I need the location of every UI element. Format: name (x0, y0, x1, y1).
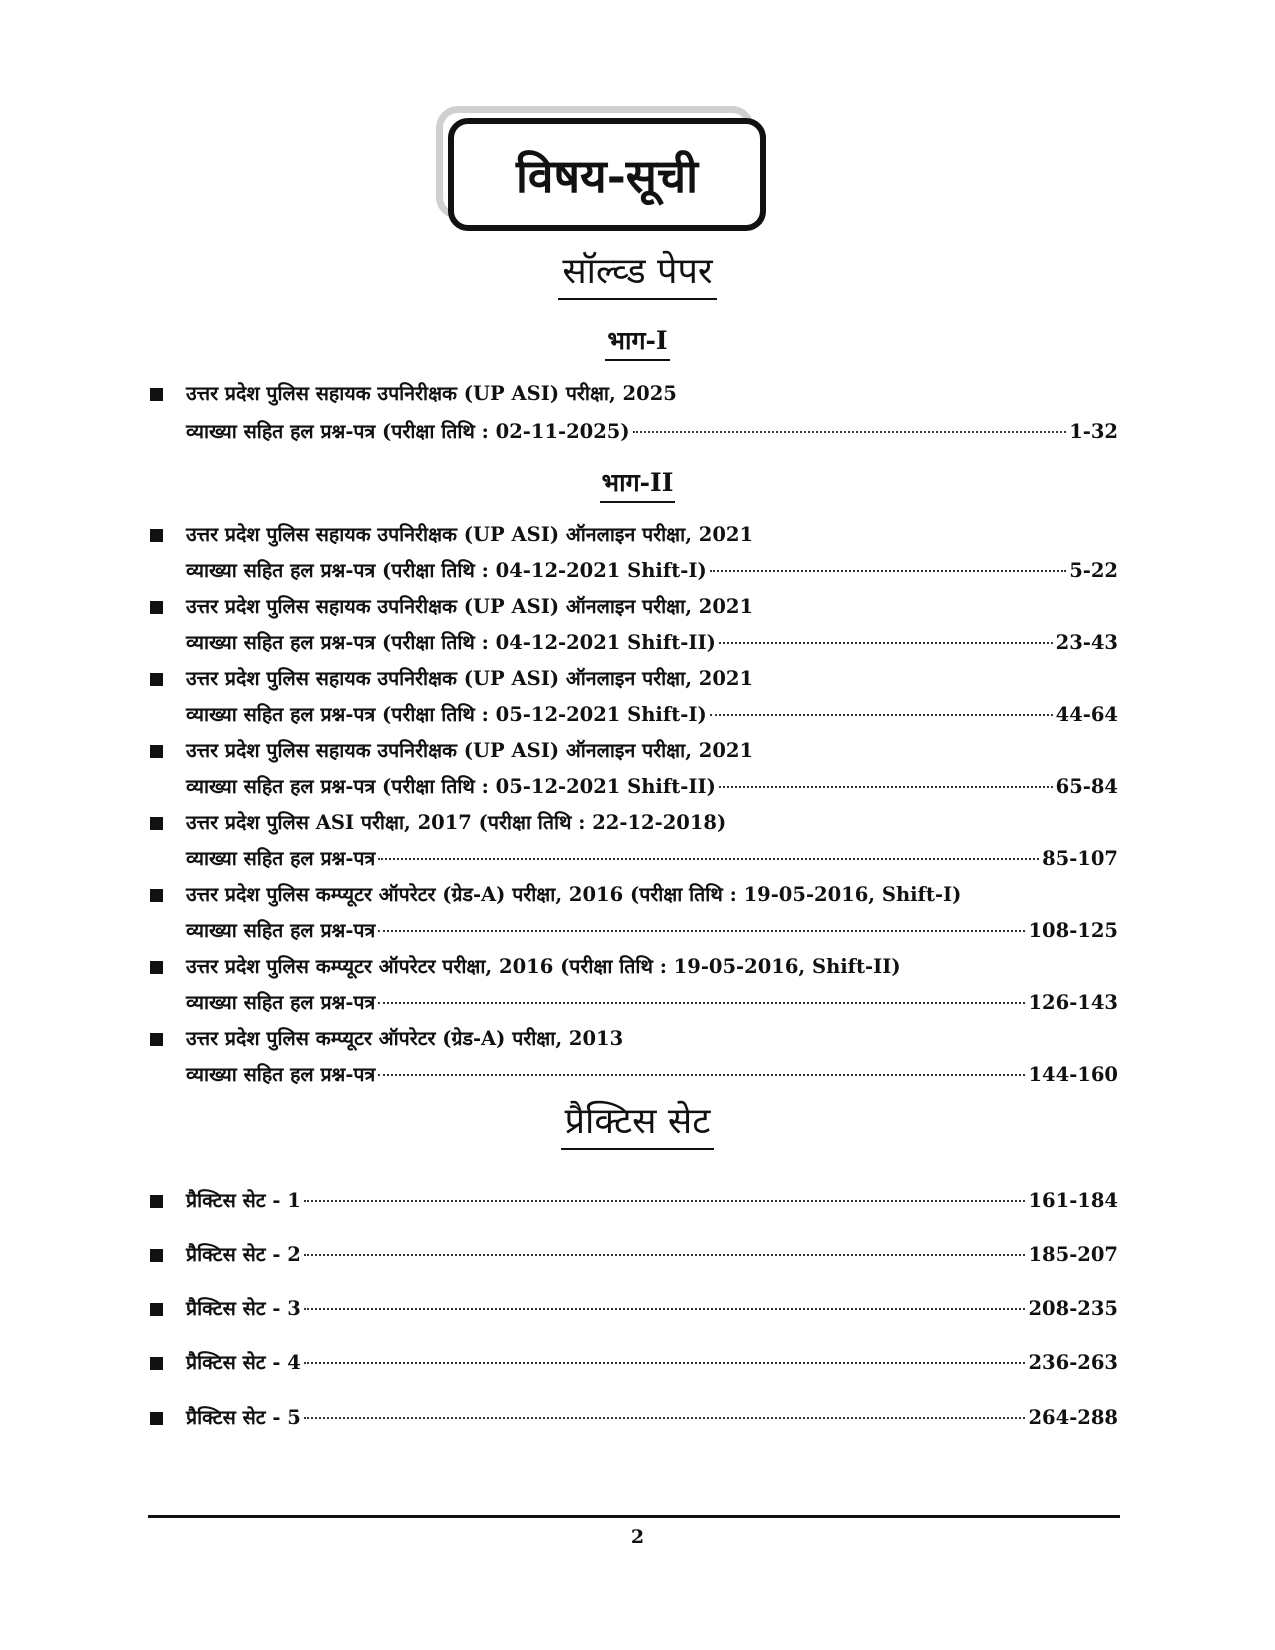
leader-dots (378, 1074, 1025, 1076)
practice-set-entry[interactable] (150, 1187, 1118, 1215)
toc-entry-title: उत्तर प्रदेश पुलिस कम्प्यूटर ऑपरेटर (ग्रेड-A) परीक्षा, 2013 (186, 1027, 624, 1050)
leader-dots (304, 1200, 1026, 1202)
toc-entry-pages: 144-160 (1028, 1063, 1118, 1086)
leader-dots (378, 930, 1025, 932)
toc-entry-pages: 1-32 (1069, 420, 1118, 443)
toc-entry-title: उत्तर प्रदेश पुलिस सहायक उपनिरीक्षक (UP ASI) ऑनलाइन परीक्षा, 2021 (186, 523, 754, 546)
part-1-heading (0, 325, 1275, 361)
toc-entry-pages: 5-22 (1069, 559, 1118, 582)
bullet-square-icon (150, 388, 163, 401)
practice-set-row (186, 1404, 1118, 1432)
toc-entry-subtitle: व्याख्या सहित हल प्रश्न-पत्र (परीक्षा तिथि : 04-12-2021 Shift-I) (186, 559, 707, 582)
toc-entry-title: उत्तर प्रदेश पुलिस सहायक उपनिरीक्षक (UP ASI) परीक्षा, 2025 (186, 382, 677, 405)
page-number: 2 (630, 1526, 645, 1548)
toc-entry-pages: 65-84 (1055, 775, 1118, 798)
toc-entry-pages: 23-43 (1055, 631, 1118, 654)
page-title: विषय-सूची (448, 118, 766, 231)
solved-paper-heading (0, 250, 1275, 300)
practice-set-heading-text: प्रैक्टिस सेट (561, 1100, 715, 1150)
bullet-square-icon (150, 1412, 163, 1425)
leader-dots (710, 570, 1067, 572)
leader-dots (378, 1002, 1025, 1004)
leader-dots (304, 1308, 1026, 1310)
toc-entry-subtitle: व्याख्या सहित हल प्रश्न-पत्र (186, 919, 376, 942)
bullet-square-icon (150, 673, 163, 686)
toc-entry-subtitle-row (186, 557, 1118, 585)
toc-entry-subtitle-row (186, 1061, 1118, 1089)
practice-set-pages: 185-207 (1028, 1243, 1118, 1266)
bullet-square-icon (150, 961, 163, 974)
practice-set-entry[interactable] (150, 1349, 1118, 1377)
leader-dots (304, 1362, 1026, 1364)
footer-divider (148, 1515, 1120, 1518)
part-1-heading-text: भाग-I (605, 325, 669, 361)
solved-paper-heading-text: सॉल्व्ड पेपर (558, 250, 716, 300)
leader-dots (719, 786, 1053, 788)
toc-entry-subtitle: व्याख्या सहित हल प्रश्न-पत्र (परीक्षा तिथि : 05-12-2021 Shift-I) (186, 703, 707, 726)
title-box (448, 118, 766, 231)
toc-entry-pages: 108-125 (1028, 919, 1118, 942)
practice-set-pages: 208-235 (1028, 1297, 1118, 1320)
bullet-square-icon (150, 601, 163, 614)
practice-set-label: प्रैक्टिस सेट - 1 (186, 1189, 301, 1212)
toc-entry-title: उत्तर प्रदेश पुलिस कम्प्यूटर ऑपरेटर परीक्षा, 2016 (परीक्षा तिथि : 19-05-2016, Shift-II) (186, 955, 901, 978)
practice-set-label: प्रैक्टिस सेट - 4 (186, 1351, 301, 1374)
leader-dots (633, 431, 1067, 433)
bullet-square-icon (150, 1249, 163, 1262)
toc-entry-title: उत्तर प्रदेश पुलिस सहायक उपनिरीक्षक (UP ASI) ऑनलाइन परीक्षा, 2021 (186, 739, 754, 762)
bullet-square-icon (150, 529, 163, 542)
bullet-square-icon (150, 1195, 163, 1208)
practice-set-pages: 264-288 (1028, 1406, 1118, 1429)
toc-entry-subtitle-row (186, 989, 1118, 1017)
practice-set-entry[interactable] (150, 1404, 1118, 1432)
toc-entry-pages: 44-64 (1055, 703, 1118, 726)
bullet-square-icon (150, 817, 163, 830)
toc-entry-subtitle-row (186, 701, 1118, 729)
practice-set-row (186, 1295, 1118, 1323)
leader-dots (710, 714, 1053, 716)
toc-entry-subtitle: व्याख्या सहित हल प्रश्न-पत्र (परीक्षा तिथि : 04-12-2021 Shift-II) (186, 631, 716, 654)
toc-entry-subtitle: व्याख्या सहित हल प्रश्न-पत्र (परीक्षा तिथि : 02-11-2025) (186, 420, 630, 443)
bullet-square-icon (150, 745, 163, 758)
bullet-square-icon (150, 1303, 163, 1316)
leader-dots (304, 1254, 1026, 1256)
part-2-heading-text: भाग-II (600, 467, 676, 503)
toc-entry-subtitle-row (186, 917, 1118, 945)
practice-set-label: प्रैक्टिस सेट - 3 (186, 1297, 301, 1320)
toc-entry-subtitle-row (186, 773, 1118, 801)
practice-set-row (186, 1241, 1118, 1269)
toc-entry-title: उत्तर प्रदेश पुलिस सहायक उपनिरीक्षक (UP ASI) ऑनलाइन परीक्षा, 2021 (186, 667, 754, 690)
toc-entry-subtitle: व्याख्या सहित हल प्रश्न-पत्र (186, 1063, 376, 1086)
toc-entry-subtitle-row (186, 418, 1118, 446)
practice-set-entry[interactable] (150, 1241, 1118, 1269)
toc-entry-subtitle-row (186, 845, 1118, 873)
practice-set-pages: 161-184 (1028, 1189, 1118, 1212)
toc-entry-subtitle: व्याख्या सहित हल प्रश्न-पत्र (186, 991, 376, 1014)
part-2-heading (0, 467, 1275, 503)
toc-entry-subtitle: व्याख्या सहित हल प्रश्न-पत्र (परीक्षा तिथि : 05-12-2021 Shift-II) (186, 775, 716, 798)
toc-entry-title: उत्तर प्रदेश पुलिस कम्प्यूटर ऑपरेटर (ग्रेड-A) परीक्षा, 2016 (परीक्षा तिथि : 19-05-2016, Shift-I) (186, 883, 962, 906)
leader-dots (304, 1417, 1026, 1419)
practice-set-row (186, 1349, 1118, 1377)
leader-dots (378, 858, 1039, 860)
toc-entry-title: उत्तर प्रदेश पुलिस ASI परीक्षा, 2017 (परीक्षा तिथि : 22-12-2018) (186, 811, 727, 834)
toc-entry-pages: 126-143 (1028, 991, 1118, 1014)
toc-entry-pages: 85-107 (1042, 847, 1118, 870)
practice-set-label: प्रैक्टिस सेट - 5 (186, 1406, 301, 1429)
leader-dots (719, 642, 1053, 644)
practice-set-pages: 236-263 (1028, 1351, 1118, 1374)
bullet-square-icon (150, 1357, 163, 1370)
toc-entry-subtitle-row (186, 629, 1118, 657)
bullet-square-icon (150, 1033, 163, 1046)
bullet-square-icon (150, 889, 163, 902)
practice-set-label: प्रैक्टिस सेट - 2 (186, 1243, 301, 1266)
toc-entry-title: उत्तर प्रदेश पुलिस सहायक उपनिरीक्षक (UP ASI) ऑनलाइन परीक्षा, 2021 (186, 595, 754, 618)
practice-set-heading (0, 1100, 1275, 1150)
toc-entry-subtitle: व्याख्या सहित हल प्रश्न-पत्र (186, 847, 376, 870)
practice-set-row (186, 1187, 1118, 1215)
practice-set-entry[interactable] (150, 1295, 1118, 1323)
